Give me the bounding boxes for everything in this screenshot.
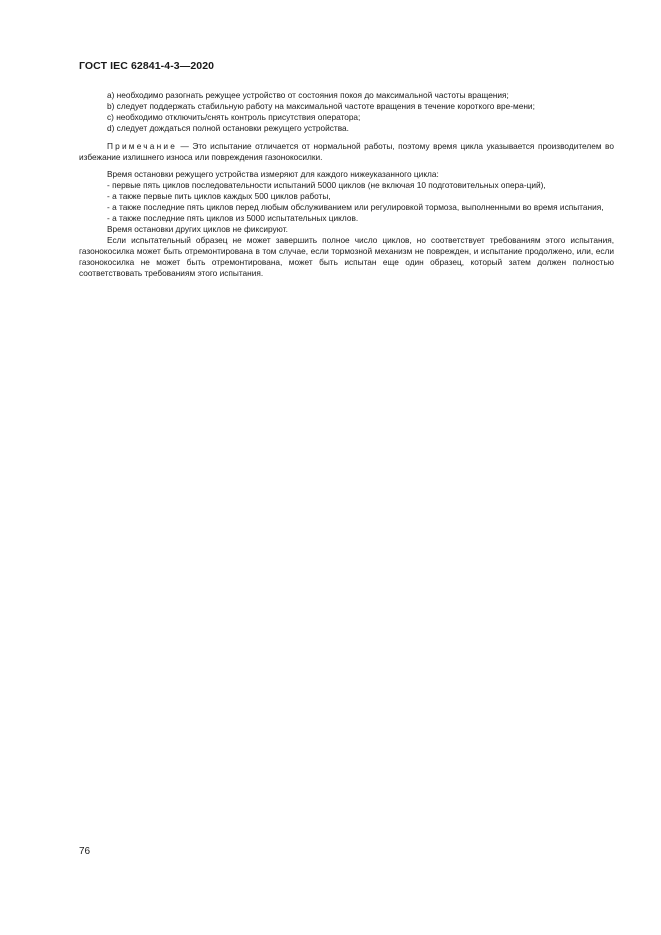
list-item-b: b) следует поддержать стабильную работу на максимальной частоте вращения в течение короткого вре-мени;: [107, 100, 535, 111]
bullet-every-500: - а также первые пить циклов каждых 500 циклов работы,: [107, 191, 331, 202]
list-item-d: d) следует дождаться полной остановки режущего устройства.: [107, 122, 349, 133]
document-header: ГОСТ IEC 62841-4-3—2020: [79, 60, 215, 72]
list-item-a: a) необходимо разогнать режущее устройство от состояния покоя до максимальной частоты вращения;: [107, 90, 509, 100]
list-item-c: c) необходимо отключить/снять контроль присутствия оператора;: [107, 111, 361, 122]
note-label: Примечание: [107, 140, 178, 151]
measurement-intro: Время остановки режущего устройства измеряют для каждого нижеуказанного цикла:: [107, 169, 439, 180]
note-text: — Это испытание отличается от нормальной работы, поэтому время цикла указывается производителем во избежание излишнего износа или повреждения газонокосилки.: [79, 140, 614, 162]
page-content: [79, 90, 614, 279]
page-number: 76: [79, 846, 91, 857]
bullet-last-cycles: - а также последние пять циклов из 5000 испытательных циклов.: [107, 213, 359, 224]
note-paragraph: [79, 141, 614, 163]
bullet-first-cycles: - первые пять циклов последовательности испытаний 5000 циклов (не включая 10 подготовительных опера-ций),: [107, 180, 546, 191]
other-cycles-note: Время остановки других циклов не фиксируют.: [107, 223, 288, 234]
repair-paragraph: Если испытательный образец не может завершить полное число циклов, но соответствует требованиям этого испытания, газонокосилка может быть отремонтирована в том случае, если тормозной механизм не поврежден, и испытание продолжено, или, если газонокосилка не может быть отремонтирована, может быть испытан еще один образец, который затем должен полностью соответствовать требованиям этого испытания.: [79, 234, 614, 278]
bullet-before-service: - а также последние пять циклов перед любым обслуживанием или регулировкой тормоза, выполненными во время испытания,: [107, 202, 604, 213]
